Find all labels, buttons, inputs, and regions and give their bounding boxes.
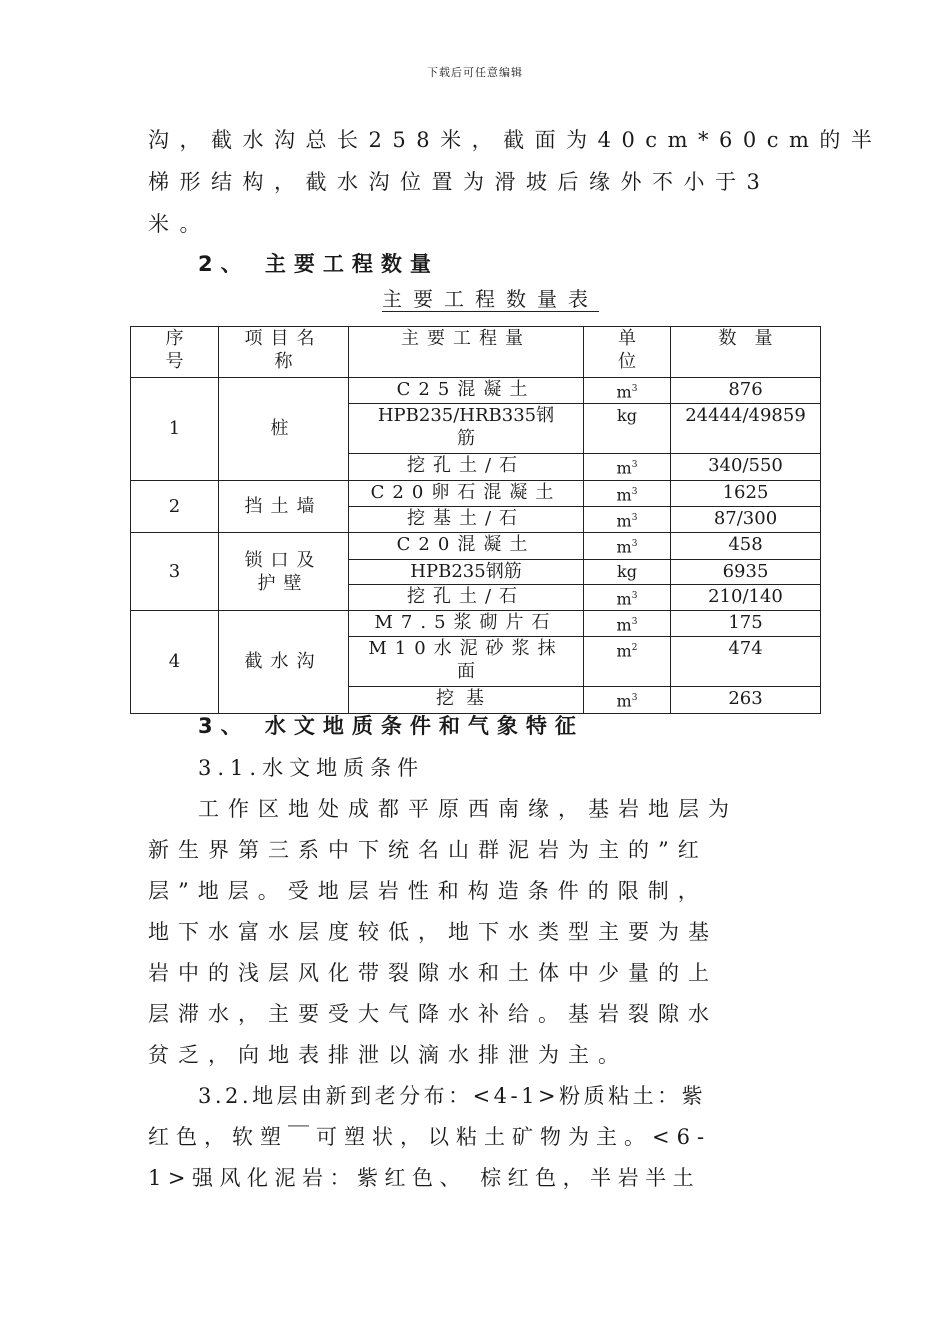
- header-amount: 数 量: [671, 327, 821, 378]
- unit-cell: $m^3$: [584, 506, 671, 532]
- unit-cell: kg: [584, 559, 671, 584]
- unit-cell: $m^3$: [584, 584, 671, 610]
- amount-cell: 87/300: [671, 506, 821, 532]
- group-1-index: 1: [131, 378, 219, 481]
- section-3-1-heading: 3.1.水文地质条件: [198, 756, 425, 780]
- amount-cell: 24444/49859: [671, 404, 821, 454]
- work-item: 挖孔土/石: [349, 454, 584, 480]
- unit-cell: $m^2$: [584, 637, 671, 687]
- amount-cell: 1625: [671, 480, 821, 506]
- body-line: 红色，软塑￣可塑状，以粘土矿物为主。<6-: [148, 1125, 712, 1149]
- body-line: 层滞水，主要受大气降水补给。基岩裂隙水: [148, 1002, 718, 1026]
- amount-cell: 340/550: [671, 454, 821, 480]
- header-index: 序 号: [131, 327, 219, 378]
- work-item: 挖基: [349, 687, 584, 713]
- work-item: M10水泥砂浆抹 面: [349, 637, 584, 687]
- body-line: 新生界第三系中下统名山群泥岩为主的”红: [148, 838, 708, 862]
- group-3-index: 3: [131, 533, 219, 611]
- work-item: M7.5浆砌片石: [349, 610, 584, 636]
- unit-cell: $m^3$: [584, 454, 671, 480]
- work-item: 挖基土/石: [349, 506, 584, 532]
- unit-cell: $m^3$: [584, 610, 671, 636]
- amount-cell: 876: [671, 378, 821, 404]
- body-line: 工作区地处成都平原西南缘，基岩地层为: [198, 797, 738, 821]
- amount-cell: 175: [671, 610, 821, 636]
- work-item: C20卵石混凝土: [349, 480, 584, 506]
- group-2-name: 挡土墙: [219, 480, 349, 533]
- body-line: 沟，截水沟总长258米，截面为40cm*60cm的半: [148, 128, 883, 152]
- header-unit: 单 位: [584, 327, 671, 378]
- body-line: 地下水富水层度较低，地下水类型主要为基: [148, 920, 718, 944]
- body-line: 1>强风化泥岩：紫红色、 棕红色，半岩半土: [148, 1166, 701, 1190]
- amount-cell: 6935: [671, 559, 821, 584]
- page-header: 下载后可任意编辑: [427, 66, 523, 79]
- header-item: 项目名 称: [219, 327, 349, 378]
- section-2-heading: 2、 主要工程数量: [198, 252, 439, 276]
- table-title: 主要工程数量表: [382, 287, 599, 311]
- unit-cell: $m^3$: [584, 480, 671, 506]
- quantities-table: [130, 326, 821, 714]
- work-item: 挖孔土/石: [349, 584, 584, 610]
- unit-cell: $m^3$: [584, 378, 671, 404]
- group-4-name: 截水沟: [219, 610, 349, 713]
- body-line: 贫乏，向地表排泄以滴水排泄为主。: [148, 1043, 628, 1067]
- header-quantity-name: 主要工程量: [349, 327, 584, 378]
- body-line: 层”地层。受地层岩性和构造条件的限制，: [148, 879, 708, 903]
- work-item: C20混凝土: [349, 533, 584, 559]
- unit-cell: $m^3$: [584, 687, 671, 713]
- body-line: 3.2.地层由新到老分布：<4-1>粉质粘土：紫: [198, 1084, 707, 1108]
- body-line: 米。: [148, 212, 211, 236]
- work-item: HPB235/HRB335钢 筋: [349, 404, 584, 454]
- amount-cell: 458: [671, 533, 821, 559]
- group-1-name: 桩: [219, 378, 349, 481]
- group-3-name: 锁口及 护壁: [219, 533, 349, 611]
- work-item: C25混凝土: [349, 378, 584, 404]
- body-line: 岩中的浅层风化带裂隙水和土体中少量的上: [148, 961, 718, 985]
- amount-cell: 263: [671, 687, 821, 713]
- work-item: HPB235钢筋: [349, 559, 584, 584]
- section-3-heading: 3、 水文地质条件和气象特征: [198, 714, 584, 738]
- unit-cell: $m^3$: [584, 533, 671, 559]
- amount-cell: 474: [671, 637, 821, 687]
- group-2-index: 2: [131, 480, 219, 533]
- body-line: 梯形结构，截水沟位置为滑坡后缘外不小于3: [148, 170, 771, 194]
- amount-cell: 210/140: [671, 584, 821, 610]
- unit-cell: kg: [584, 404, 671, 454]
- group-4-index: 4: [131, 610, 219, 713]
